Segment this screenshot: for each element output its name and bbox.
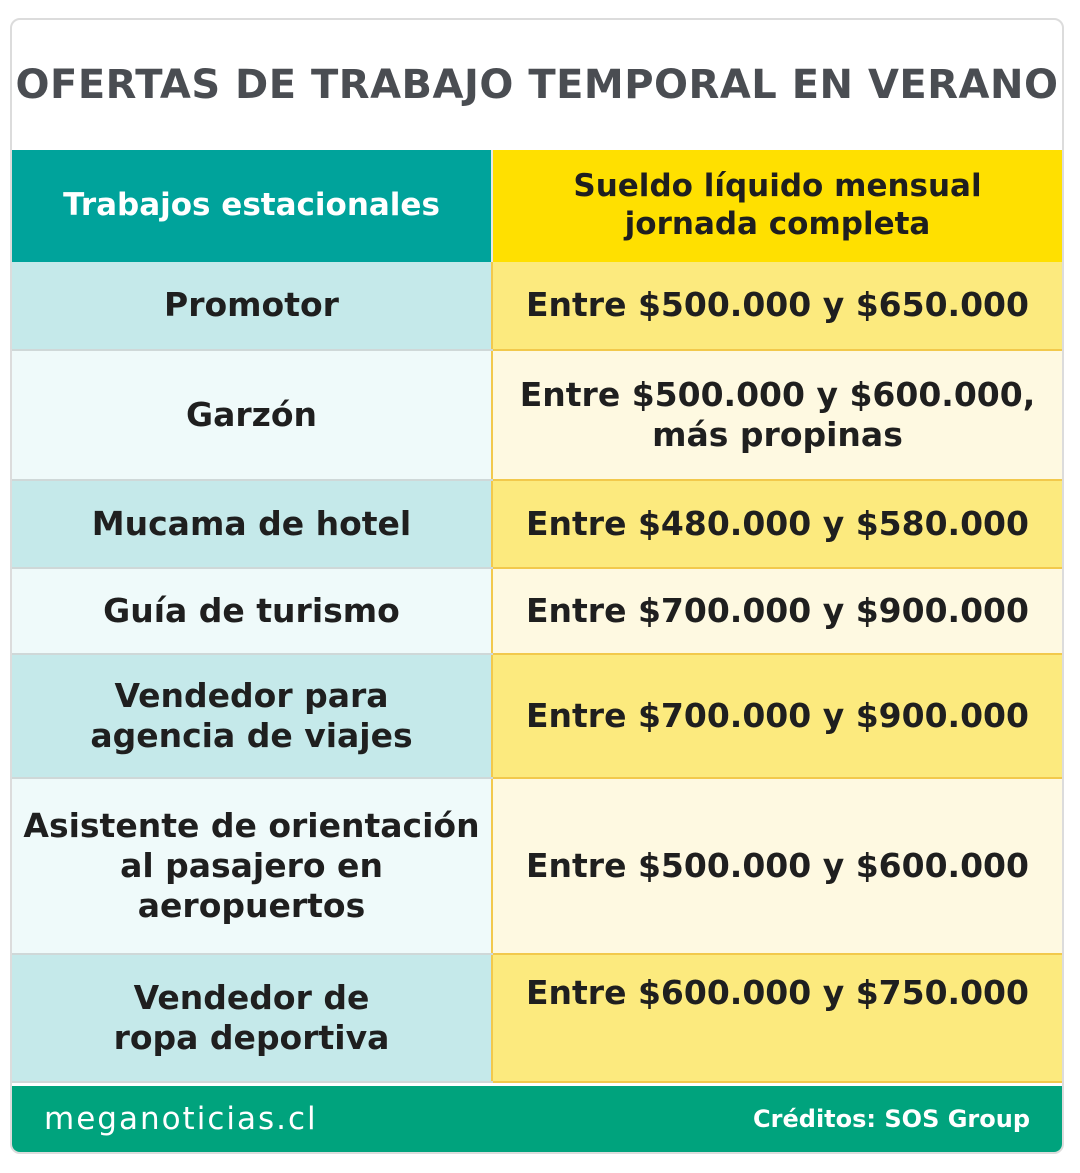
table-row (12, 480, 1062, 568)
column-header-salary (492, 150, 1062, 262)
infographic-card (10, 18, 1064, 1154)
table-row (12, 654, 1062, 778)
page-title: OFERTAS DE TRABAJO TEMPORAL EN VERANO (15, 62, 1059, 108)
job-cell: Asistente de orientación al pasajero en aeropuertos (12, 778, 492, 954)
table-row (12, 262, 1062, 350)
table-header-row (12, 150, 1062, 262)
job-cell: Garzón (12, 350, 492, 480)
table-row (12, 954, 1062, 1082)
table-row (12, 350, 1062, 480)
salary-table (12, 150, 1062, 1083)
column-header-salary-label: Sueldo líquido mensual jornada completa (573, 168, 982, 242)
job-cell: Mucama de hotel (12, 480, 492, 568)
salary-cell: Entre $500.000 y $600.000 (492, 778, 1062, 954)
footer-bar (12, 1086, 1062, 1152)
job-cell: Promotor (12, 262, 492, 350)
salary-cell: Entre $700.000 y $900.000 (492, 654, 1062, 778)
job-cell: Guía de turismo (12, 568, 492, 654)
table-row (12, 568, 1062, 654)
salary-cell: Entre $500.000 y $600.000, más propinas (492, 350, 1062, 480)
credits-text: Créditos: SOS Group (753, 1105, 1030, 1133)
brand-logo-text: meganoticias.cl (44, 1101, 318, 1137)
salary-cell: Entre $500.000 y $650.000 (492, 262, 1062, 350)
column-header-jobs (12, 150, 492, 262)
salary-cell: Entre $700.000 y $900.000 (492, 568, 1062, 654)
salary-cell: Entre $600.000 y $750.000 (492, 954, 1062, 1082)
job-cell: Vendedor para agencia de viajes (12, 654, 492, 778)
column-header-jobs-label: Trabajos estacionales (63, 187, 440, 224)
table-row (12, 778, 1062, 954)
salary-cell: Entre $480.000 y $580.000 (492, 480, 1062, 568)
job-cell: Vendedor de ropa deportiva (12, 954, 492, 1082)
